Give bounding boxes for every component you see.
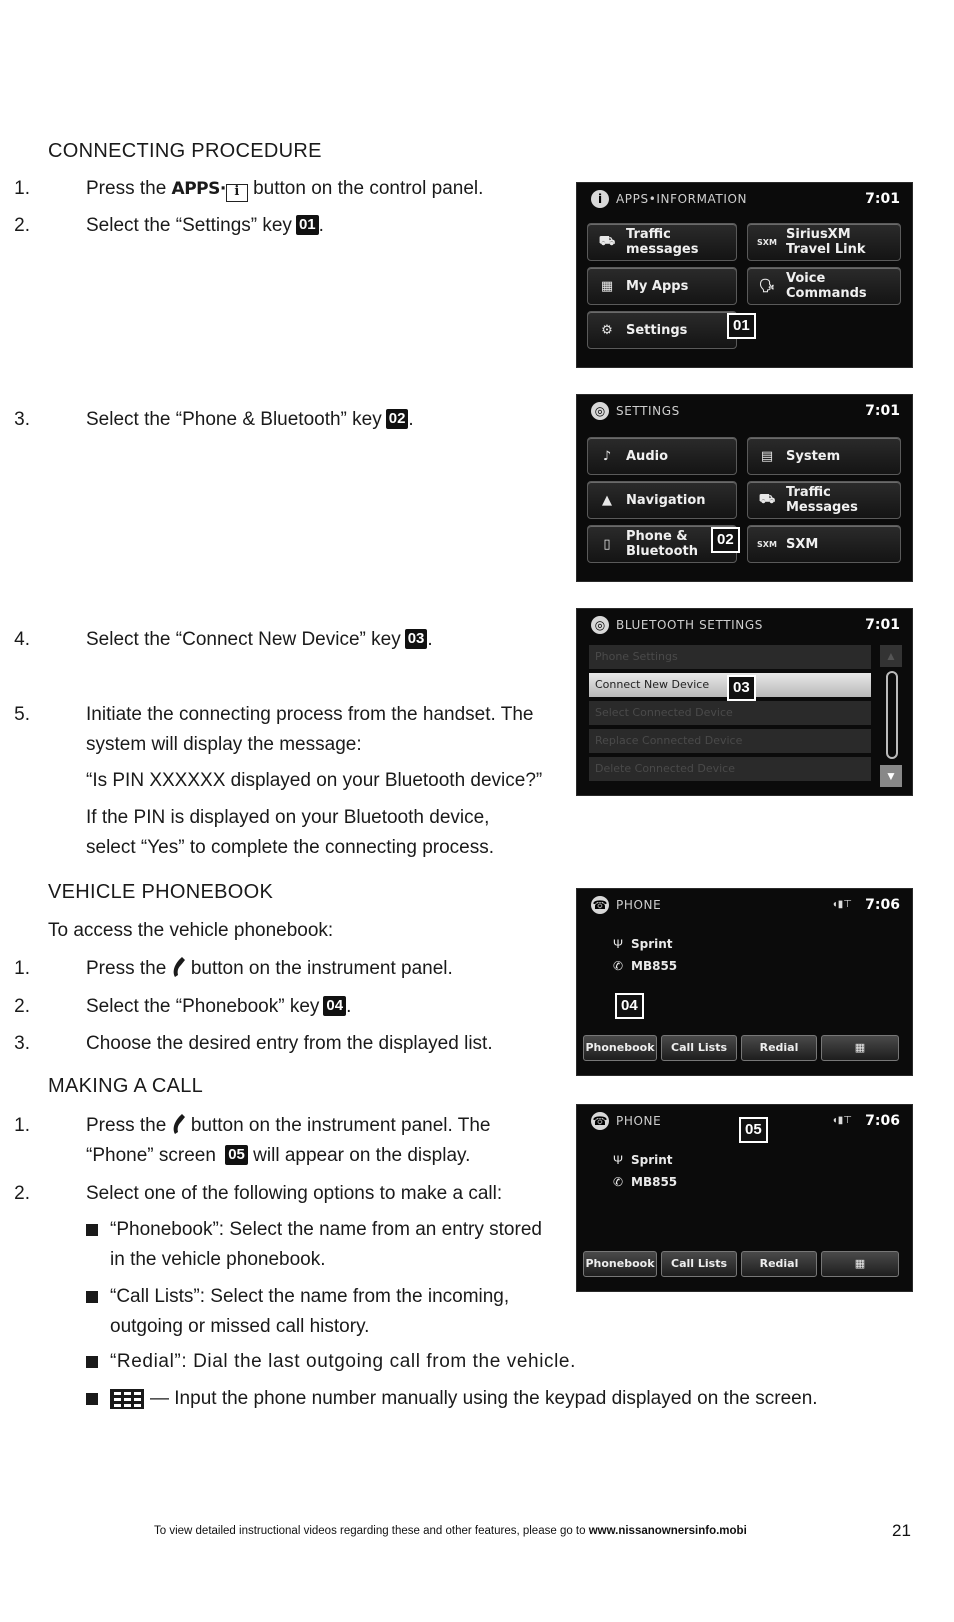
section-heading-making-call: MAKING A CALL: [48, 1075, 204, 1097]
sxm-icon: SXM: [757, 539, 777, 549]
scrollbar[interactable]: [886, 671, 898, 759]
tab-keypad[interactable]: [821, 1251, 899, 1277]
traffic-icon: ⛟: [758, 491, 776, 507]
keypad-icon: [110, 1389, 144, 1409]
bullet-marker: [86, 1224, 98, 1236]
keypad-icon: ▦: [854, 1041, 866, 1054]
connecting-step-5-line-4: select “Yes” to complete the connecting process.: [86, 837, 495, 858]
voice-commands-button[interactable]: 🗣 Voice Commands: [747, 267, 901, 305]
system-icon: ▤: [760, 448, 774, 464]
callout-01: 01: [296, 215, 319, 235]
scroll-up-button[interactable]: ▲: [880, 645, 902, 667]
system-button[interactable]: ▤ System: [747, 437, 901, 475]
audio-button[interactable]: ♪ Audio: [587, 437, 737, 475]
apps-grid-icon: ▦: [600, 278, 614, 294]
tab-phonebook[interactable]: Phonebook: [583, 1035, 657, 1061]
sxm-button[interactable]: SXM SXM: [747, 525, 901, 563]
page-number: 21: [892, 1521, 911, 1540]
callout-05: 05: [225, 1145, 248, 1165]
callout-04: 04: [323, 996, 346, 1016]
footer-note: To view detailed instructional videos regarding these and other features, please go to www.nissanownersinfo.mobi: [154, 1525, 747, 1537]
callout-01: 01: [727, 313, 756, 339]
settings-button[interactable]: ⚙ Settings: [587, 311, 737, 349]
bullet-keypad: — Input the phone number manually using the keypad displayed on the screen.: [150, 1388, 818, 1409]
mobile-phone-icon: ▯: [603, 536, 611, 552]
callout-02: 02: [711, 527, 740, 553]
device-name: MB855: [631, 1175, 678, 1189]
bullet-call-lists-line-1: “Call Lists”: Select the name from the incoming,: [110, 1286, 510, 1307]
phonebook-intro: To access the vehicle phonebook:: [48, 920, 334, 941]
callout-03: 03: [405, 629, 428, 649]
scroll-down-button[interactable]: ▼: [880, 765, 902, 787]
music-note-icon: ♪: [602, 448, 612, 464]
carrier-name: Sprint: [631, 937, 673, 951]
phone-bluetooth-button[interactable]: ▯ Phone & Bluetooth: [587, 525, 737, 563]
info-icon: i: [591, 190, 609, 208]
tab-call-lists[interactable]: Call Lists: [661, 1035, 737, 1061]
signal-status-icon: ◖▮⊤: [831, 1115, 852, 1126]
settings-circle-icon: ◎: [591, 616, 609, 634]
carrier-name: Sprint: [631, 1153, 673, 1167]
navigation-arrow-icon: ▲: [602, 492, 612, 508]
screen-settings: ◎ SETTINGS 7:01 ♪ Audio ▤ System ▲ Navigation ⛟ Traffic Messages ▯ Phone & Bluetooth SXM SXM 02: [576, 394, 913, 582]
signal-antenna-icon: Ψ: [613, 937, 624, 951]
screen-apps-information: i APPS•INFORMATION 7:01 ⛟ Traffic messages SXM SiriusXM Travel Link ▦ My Apps 🗣 Voice Commands ⚙ Settings 01: [576, 182, 913, 368]
tab-keypad[interactable]: [821, 1035, 899, 1061]
phone-handset-icon: ✆: [613, 959, 624, 973]
callout-04: 04: [615, 993, 644, 1019]
section-heading-phonebook: VEHICLE PHONEBOOK: [48, 881, 274, 903]
phone-handset-icon: [172, 956, 186, 978]
navigation-button[interactable]: ▲ Navigation: [587, 481, 737, 519]
traffic-icon: ⛟: [598, 233, 616, 249]
connecting-step-5-line-2: system will display the message:: [86, 734, 362, 755]
signal-antenna-icon: Ψ: [613, 1153, 624, 1167]
list-item-replace-connected-device[interactable]: Replace Connected Device: [589, 729, 871, 753]
section-heading-connecting: CONNECTING PROCEDURE: [48, 140, 322, 162]
callout-05: 05: [739, 1117, 768, 1143]
list-item-delete-connected-device[interactable]: Delete Connected Device: [589, 757, 871, 781]
bullet-marker: [86, 1291, 98, 1303]
bullet-call-lists-line-2: outgoing or missed call history.: [110, 1316, 370, 1337]
siriusxm-travel-link-button[interactable]: SXM SiriusXM Travel Link: [747, 223, 901, 261]
keypad-icon: ▦: [854, 1257, 866, 1270]
call-step-1-line-2: “Phone” screen 05 will appear on the display.: [86, 1145, 471, 1166]
settings-circle-icon: ◎: [591, 402, 609, 420]
gear-icon: ⚙: [601, 322, 613, 338]
bullet-marker: [86, 1393, 98, 1405]
traffic-messages-button[interactable]: ⛟ Traffic messages: [587, 223, 737, 261]
screen-phone-making-call: ☎ PHONE ◖▮⊤ 7:06 Ψ Sprint ✆ MB855 05 Phonebook Call Lists Redial ▦: [576, 1104, 913, 1292]
bullet-redial: “Redial”: Dial the last outgoing call from the vehicle.: [110, 1351, 576, 1372]
phone-handset-icon: ✆: [613, 1175, 624, 1189]
callout-02: 02: [386, 409, 409, 429]
list-item-select-connected-device[interactable]: Select Connected Device: [589, 701, 871, 725]
voice-icon: 🗣: [758, 278, 776, 294]
callout-03: 03: [727, 675, 756, 701]
my-apps-button[interactable]: ▦ My Apps: [587, 267, 737, 305]
traffic-messages-button[interactable]: ⛟ Traffic Messages: [747, 481, 901, 519]
bullet-phonebook-line-2: in the vehicle phonebook.: [110, 1249, 326, 1270]
tab-redial[interactable]: Redial: [741, 1251, 817, 1277]
bullet-phonebook-line-1: “Phonebook”: Select the name from an entry stored: [110, 1219, 542, 1240]
sxm-icon: SXM: [757, 237, 777, 247]
apps-button-label: APPS·: [171, 179, 226, 199]
tab-phonebook[interactable]: Phonebook: [583, 1251, 657, 1277]
screen-phone-phonebook: ☎ PHONE ◖▮⊤ 7:06 Ψ Sprint ✆ MB855 04 Phonebook Call Lists Redial ▦: [576, 888, 913, 1076]
info-icon: i: [226, 184, 248, 202]
phone-icon: ☎: [592, 898, 608, 912]
phone-handset-icon: [172, 1113, 186, 1135]
tab-call-lists[interactable]: Call Lists: [661, 1251, 737, 1277]
signal-status-icon: ◖▮⊤: [831, 899, 852, 910]
list-item-phone-settings[interactable]: Phone Settings: [589, 645, 871, 669]
phone-icon: ☎: [592, 1114, 608, 1128]
pin-message-quote: “Is PIN XXXXXX displayed on your Bluetooth device?”: [86, 770, 543, 791]
bullet-marker: [86, 1356, 98, 1368]
screen-bluetooth-settings: ◎ BLUETOOTH SETTINGS 7:01 Phone Settings Connect New Device Select Connected Device Replace Connected Device Delete Connected Device ▲ ▼ 03: [576, 608, 913, 796]
connecting-step-5-line-3: If the PIN is displayed on your Bluetooth device,: [86, 807, 490, 828]
footer-url[interactable]: www.nissanownersinfo.mobi: [588, 1525, 747, 1537]
list-item-connect-new-device[interactable]: Connect New Device: [589, 673, 871, 697]
device-name: MB855: [631, 959, 678, 973]
tab-redial[interactable]: Redial: [741, 1035, 817, 1061]
